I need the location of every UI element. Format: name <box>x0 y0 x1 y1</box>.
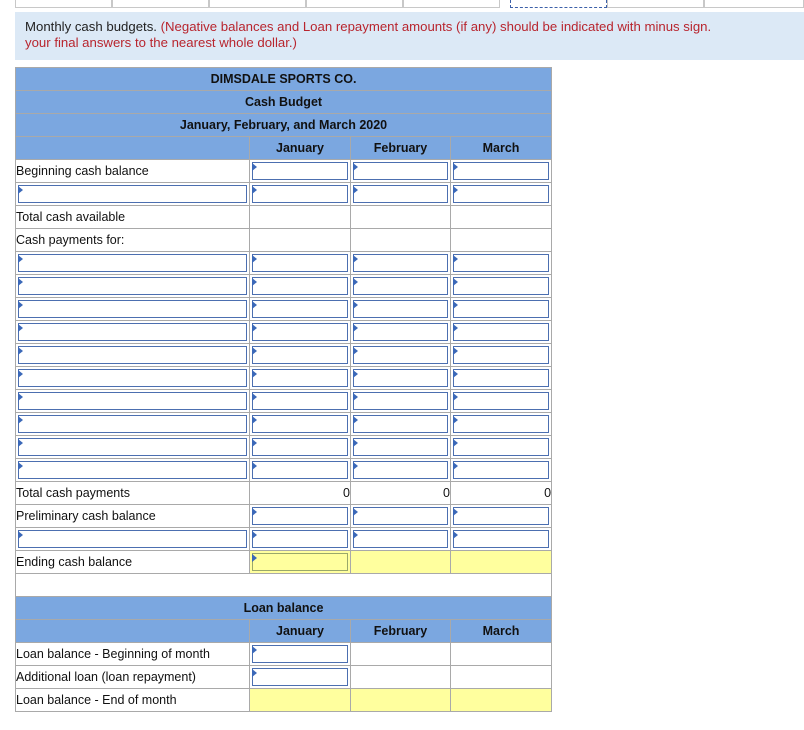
loan-col-march: March <box>451 620 552 643</box>
payment-label-input[interactable] <box>16 344 250 367</box>
beginning-cash-mar-input[interactable] <box>451 160 552 183</box>
payment-label-input[interactable] <box>16 298 250 321</box>
tab-2[interactable] <box>112 0 209 8</box>
payment-jan-input[interactable] <box>250 459 351 482</box>
payment-label-input[interactable] <box>16 413 250 436</box>
payment-feb-input[interactable] <box>351 459 451 482</box>
receipts-feb-input[interactable] <box>351 183 451 206</box>
payment-label-input[interactable] <box>16 321 250 344</box>
tab-4[interactable] <box>306 0 403 8</box>
top-tab-strip <box>15 0 804 8</box>
payment-jan-input[interactable] <box>250 252 351 275</box>
receipts-label-input[interactable] <box>16 183 250 206</box>
col-january: January <box>250 137 351 160</box>
payment-mar-input[interactable] <box>451 390 552 413</box>
label-cash-payments-for: Cash payments for: <box>16 229 250 252</box>
loan-end-jan <box>250 689 351 712</box>
payment-feb-input[interactable] <box>351 298 451 321</box>
tab-3[interactable] <box>209 0 306 8</box>
label-loan-beginning: Loan balance - Beginning of month <box>16 643 250 666</box>
payment-label-input[interactable] <box>16 252 250 275</box>
instructions-box <box>15 12 804 60</box>
beginning-cash-jan-input[interactable] <box>250 160 351 183</box>
payment-feb-input[interactable] <box>351 252 451 275</box>
total-payments-mar: 0 <box>451 482 552 505</box>
payment-label-input[interactable] <box>16 436 250 459</box>
payments-for-mar <box>451 229 552 252</box>
loan-activity-label-input[interactable] <box>16 528 250 551</box>
payment-jan-input[interactable] <box>250 298 351 321</box>
ending-cash-mar <box>451 551 552 574</box>
loan-end-feb <box>351 689 451 712</box>
payment-feb-input[interactable] <box>351 413 451 436</box>
payment-mar-input[interactable] <box>451 367 552 390</box>
loan-activity-mar-input[interactable] <box>451 528 552 551</box>
payment-jan-input[interactable] <box>250 390 351 413</box>
loan-end-mar <box>451 689 552 712</box>
payment-jan-input[interactable] <box>250 367 351 390</box>
payment-label-input[interactable] <box>16 367 250 390</box>
preliminary-jan-input[interactable] <box>250 505 351 528</box>
payment-row <box>16 344 552 367</box>
payment-mar-input[interactable] <box>451 436 552 459</box>
payment-row <box>16 252 552 275</box>
budget-period: January, February, and March 2020 <box>16 114 552 137</box>
payment-feb-input[interactable] <box>351 275 451 298</box>
label-beginning-cash: Beginning cash balance <box>16 160 250 183</box>
payment-feb-input[interactable] <box>351 321 451 344</box>
tab-1[interactable] <box>15 0 112 8</box>
loan-beginning-jan-input[interactable] <box>250 643 351 666</box>
tab-8[interactable] <box>704 0 804 8</box>
cash-budget-table <box>15 67 552 712</box>
payment-jan-input[interactable] <box>250 413 351 436</box>
payment-row <box>16 413 552 436</box>
payment-mar-input[interactable] <box>451 298 552 321</box>
payments-for-jan <box>250 229 351 252</box>
receipts-mar-input[interactable] <box>451 183 552 206</box>
loan-header-blank <box>16 620 250 643</box>
label-total-cash-available: Total cash available <box>16 206 250 229</box>
preliminary-mar-input[interactable] <box>451 505 552 528</box>
total-available-feb <box>351 206 451 229</box>
payment-row <box>16 436 552 459</box>
loan-col-january: January <box>250 620 351 643</box>
loan-beginning-mar <box>451 643 552 666</box>
loan-activity-jan-input[interactable] <box>250 528 351 551</box>
payment-row <box>16 321 552 344</box>
payment-feb-input[interactable] <box>351 390 451 413</box>
payment-label-input[interactable] <box>16 459 250 482</box>
header-blank <box>16 137 250 160</box>
payment-row <box>16 298 552 321</box>
payment-label-input[interactable] <box>16 275 250 298</box>
payment-jan-input[interactable] <box>250 344 351 367</box>
payment-mar-input[interactable] <box>451 252 552 275</box>
total-available-mar <box>451 206 552 229</box>
instructions-note-1: (Negative balances and Loan repayment amounts (if any) should be indicated with minus sign. <box>160 19 712 34</box>
receipts-jan-input[interactable] <box>250 183 351 206</box>
instructions-note-2: your final answers to the nearest whole dollar.) <box>25 35 297 50</box>
company-name: DIMSDALE SPORTS CO. <box>16 68 552 91</box>
payment-label-input[interactable] <box>16 390 250 413</box>
payment-row <box>16 275 552 298</box>
payment-row <box>16 459 552 482</box>
label-loan-end: Loan balance - End of month <box>16 689 250 712</box>
label-preliminary-cash: Preliminary cash balance <box>16 505 250 528</box>
ending-cash-feb <box>351 551 451 574</box>
payment-mar-input[interactable] <box>451 275 552 298</box>
payment-mar-input[interactable] <box>451 321 552 344</box>
total-payments-feb: 0 <box>351 482 451 505</box>
budget-title: Cash Budget <box>16 91 552 114</box>
payment-mar-input[interactable] <box>451 413 552 436</box>
loan-col-february: February <box>351 620 451 643</box>
label-total-cash-payments: Total cash payments <box>16 482 250 505</box>
total-available-jan <box>250 206 351 229</box>
payment-jan-input[interactable] <box>250 275 351 298</box>
payment-mar-input[interactable] <box>451 344 552 367</box>
tab-5[interactable] <box>403 0 500 8</box>
loan-additional-jan-input[interactable] <box>250 666 351 689</box>
ending-cash-jan-input[interactable] <box>250 551 351 574</box>
col-february: February <box>351 137 451 160</box>
payment-mar-input[interactable] <box>451 459 552 482</box>
payment-row <box>16 367 552 390</box>
payment-jan-input[interactable] <box>250 321 351 344</box>
label-loan-additional: Additional loan (loan repayment) <box>16 666 250 689</box>
payment-row <box>16 390 552 413</box>
preliminary-feb-input[interactable] <box>351 505 451 528</box>
instructions-lead: Monthly cash budgets. <box>25 19 157 34</box>
payment-feb-input[interactable] <box>351 436 451 459</box>
payment-jan-input[interactable] <box>250 436 351 459</box>
payment-feb-input[interactable] <box>351 367 451 390</box>
tab-active[interactable] <box>510 0 607 8</box>
payment-feb-input[interactable] <box>351 344 451 367</box>
beginning-cash-feb-input[interactable] <box>351 160 451 183</box>
label-ending-cash: Ending cash balance <box>16 551 250 574</box>
loan-title: Loan balance <box>16 597 552 620</box>
total-payments-jan: 0 <box>250 482 351 505</box>
loan-beginning-feb <box>351 643 451 666</box>
loan-additional-feb <box>351 666 451 689</box>
col-march: March <box>451 137 552 160</box>
tab-7[interactable] <box>607 0 704 8</box>
loan-additional-mar <box>451 666 552 689</box>
spacer-row <box>16 574 552 597</box>
loan-activity-feb-input[interactable] <box>351 528 451 551</box>
payments-for-feb <box>351 229 451 252</box>
